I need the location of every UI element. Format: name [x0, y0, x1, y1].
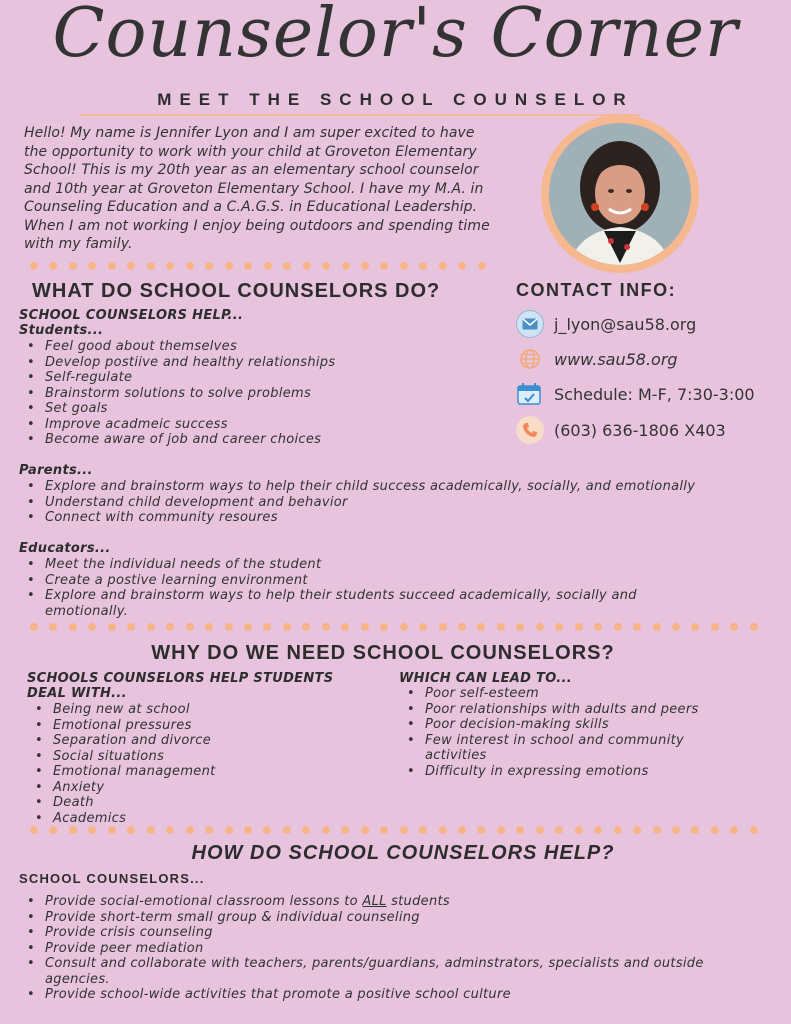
help-label: SCHOOL COUNSELORS HELP...: [19, 308, 244, 323]
page-subtitle: MEET THE SCHOOL COUNSELOR: [157, 90, 634, 109]
list-item: • Brainstorm solutions to solve problems: [19, 386, 499, 402]
contact-phone[interactable]: [516, 416, 726, 444]
email-link[interactable]: j_lyon@sau58.org: [554, 314, 697, 334]
list-item: • Set goals: [19, 401, 499, 417]
why-right-list: [399, 686, 699, 779]
intro-line: School! This is my 20th year as an elementary school counselor: [24, 162, 479, 178]
list-item: • Provide short-term small group & individual counseling: [19, 910, 769, 926]
how-list: [19, 894, 769, 1003]
educators-list: [19, 557, 709, 619]
list-item: • Academics: [27, 811, 367, 827]
contact-schedule: [516, 380, 755, 408]
schedule-text: Schedule: M-F, 7:30-3:00: [554, 384, 755, 404]
list-item: • Poor relationships with adults and peers: [399, 702, 699, 718]
list-item: • Poor self-esteem: [399, 686, 699, 702]
counselor-photo: [549, 123, 691, 265]
how-item-1-post: students: [386, 894, 450, 909]
list-item: • Improve acadmeic success: [19, 417, 499, 433]
title-divider: [80, 114, 640, 116]
website-link[interactable]: www.sau58.org: [554, 349, 678, 369]
list-item: • Self-regulate: [19, 370, 499, 386]
list-item: • Provide peer mediation: [19, 941, 769, 957]
list-item: • Meet the individual needs of the student: [19, 557, 709, 573]
list-item: • Social situations: [27, 749, 367, 765]
contact-heading: CONTACT INFO:: [516, 280, 677, 300]
list-item: • Being new at school: [27, 702, 367, 718]
why-left-label-2: DEAL WITH...: [27, 686, 127, 701]
phone-icon: [516, 416, 544, 444]
list-item: • Consult and collaborate with teachers, parents/guardians, adminstrators, specialists and outside agencies.: [19, 956, 769, 987]
educators-label: Educators...: [19, 541, 111, 556]
counselor-photo-frame: [541, 115, 699, 273]
list-item: • Provide school-wide activities that promote a positive school culture: [19, 987, 769, 1003]
parents-list: [19, 479, 779, 526]
students-label: Students...: [19, 323, 104, 338]
globe-icon: [516, 345, 544, 373]
what-heading: WHAT DO SCHOOL COUNSELORS DO?: [32, 280, 441, 302]
parents-label: Parents...: [19, 463, 93, 478]
email-icon: [516, 310, 544, 338]
intro-line: Hello! My name is Jennifer Lyon and I am super excited to have: [24, 125, 475, 141]
students-list: [19, 339, 499, 448]
list-item: • Create a postive learning environment: [19, 573, 709, 589]
all-emphasis: ALL: [362, 894, 387, 909]
why-left-label: SCHOOLS COUNSELORS HELP STUDENTS: [27, 671, 334, 686]
phone-number[interactable]: (603) 636-1806 X403: [554, 420, 726, 440]
intro-line: and 10th year at Groveton Elementary School. I have my M.A. in: [24, 180, 484, 197]
list-item: • Few interest in school and community activities: [399, 733, 699, 764]
how-heading: HOW DO SCHOOL COUNSELORS HELP?: [191, 842, 615, 864]
contact-email[interactable]: [516, 310, 696, 338]
list-item: • Anxiety: [27, 780, 367, 796]
list-item: [19, 894, 769, 910]
list-item: • Connect with community resoures: [19, 510, 779, 526]
list-item: • Separation and divorce: [27, 733, 367, 749]
list-item: • Become aware of job and career choices: [19, 432, 499, 448]
intro-line: the opportunity to work with your child at Groveton Elementary: [24, 143, 477, 160]
dot-divider: [30, 623, 758, 633]
intro-paragraph: [24, 124, 544, 254]
contact-website[interactable]: [516, 345, 678, 373]
list-item: • Poor decision-making skills: [399, 717, 699, 733]
why-right-label: WHICH CAN LEAD TO...: [399, 671, 573, 686]
dot-divider: [30, 826, 758, 836]
list-item: • Death: [27, 795, 367, 811]
list-item: • Emotional pressures: [27, 718, 367, 734]
why-heading: WHY DO WE NEED SCHOOL COUNSELORS?: [151, 642, 615, 664]
list-item: • Understand child development and behavior: [19, 495, 779, 511]
list-item: • Difficulty in expressing emotions: [399, 764, 699, 780]
list-item: • Feel good about themselves: [19, 339, 499, 355]
why-left-list: [27, 702, 367, 826]
intro-line: Counseling Education and a C.A.G.S. in Educational Leadership.: [24, 199, 478, 215]
how-item-1-pre: Provide social-emotional classroom lessons to: [45, 894, 363, 909]
list-item: • Emotional management: [27, 764, 367, 780]
calendar-icon: [516, 380, 544, 408]
list-item: • Provide crisis counseling: [19, 925, 769, 941]
how-label: SCHOOL COUNSELORS...: [19, 871, 205, 886]
intro-line: When I am not working I enjoy being outdoors and spending time: [24, 217, 490, 234]
dot-divider: [30, 262, 486, 272]
page-title: Counselor's Corner: [52, 0, 739, 73]
intro-line: with my family.: [24, 236, 133, 252]
list-item: • Explore and brainstorm ways to help their child success academically, socially, and emotionally: [19, 479, 779, 495]
list-item: • Develop postiive and healthy relationships: [19, 355, 499, 371]
list-item: • Explore and brainstorm ways to help their students succeed academically, socially and emotionally.: [19, 588, 709, 619]
